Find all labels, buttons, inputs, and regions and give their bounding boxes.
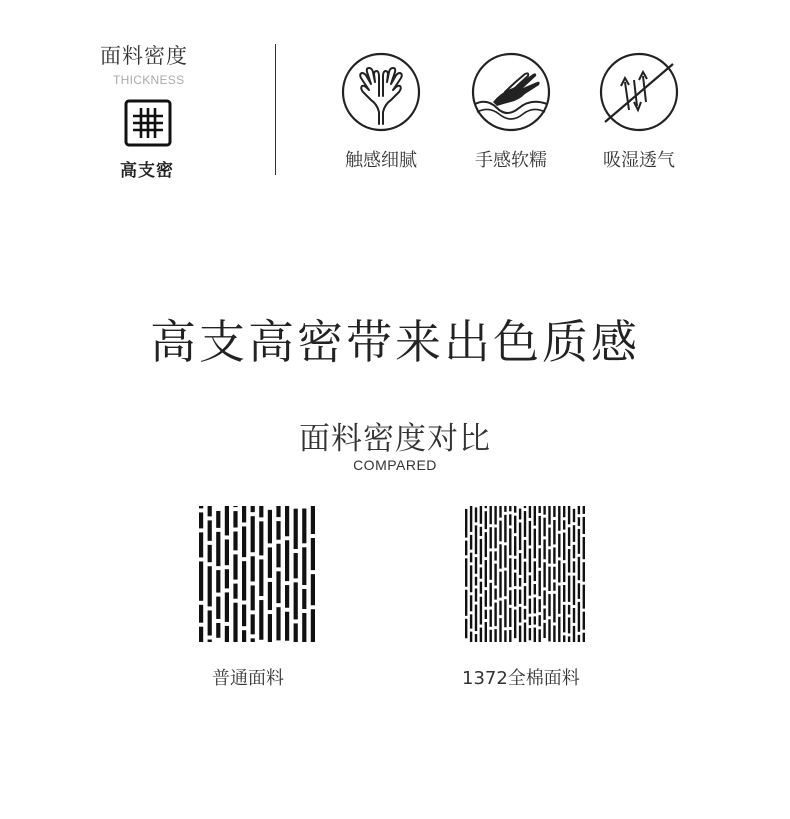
feature-label: 触感细腻 <box>345 150 417 171</box>
thickness-title: 面料密度 <box>100 44 188 68</box>
feature-soft-touch <box>331 52 431 172</box>
feature-soft-feel <box>461 52 561 172</box>
compare-subtitle: COMPARED <box>353 457 437 473</box>
grid-icon <box>124 99 172 147</box>
headline: 高支高密带来出色质感 <box>150 315 640 369</box>
hand-touch-icon <box>471 52 551 132</box>
dense-fabric-pattern <box>463 506 587 642</box>
feature-label: 吸湿透气 <box>603 150 675 171</box>
compare-title: 面料密度对比 <box>299 421 491 457</box>
feature-label: 手感软糯 <box>475 150 547 171</box>
dense-fabric-label: 1372全棉面料 <box>462 668 580 689</box>
vertical-divider <box>275 44 276 175</box>
thickness-value: 高支密 <box>120 161 174 181</box>
normal-fabric-pattern <box>197 506 321 642</box>
normal-fabric-label: 普通面料 <box>212 668 284 689</box>
airflow-arrows-icon <box>599 52 679 132</box>
hands-icon <box>341 52 421 132</box>
feature-breathable <box>589 52 689 172</box>
thickness-subtitle: THICKNESS <box>113 73 185 87</box>
